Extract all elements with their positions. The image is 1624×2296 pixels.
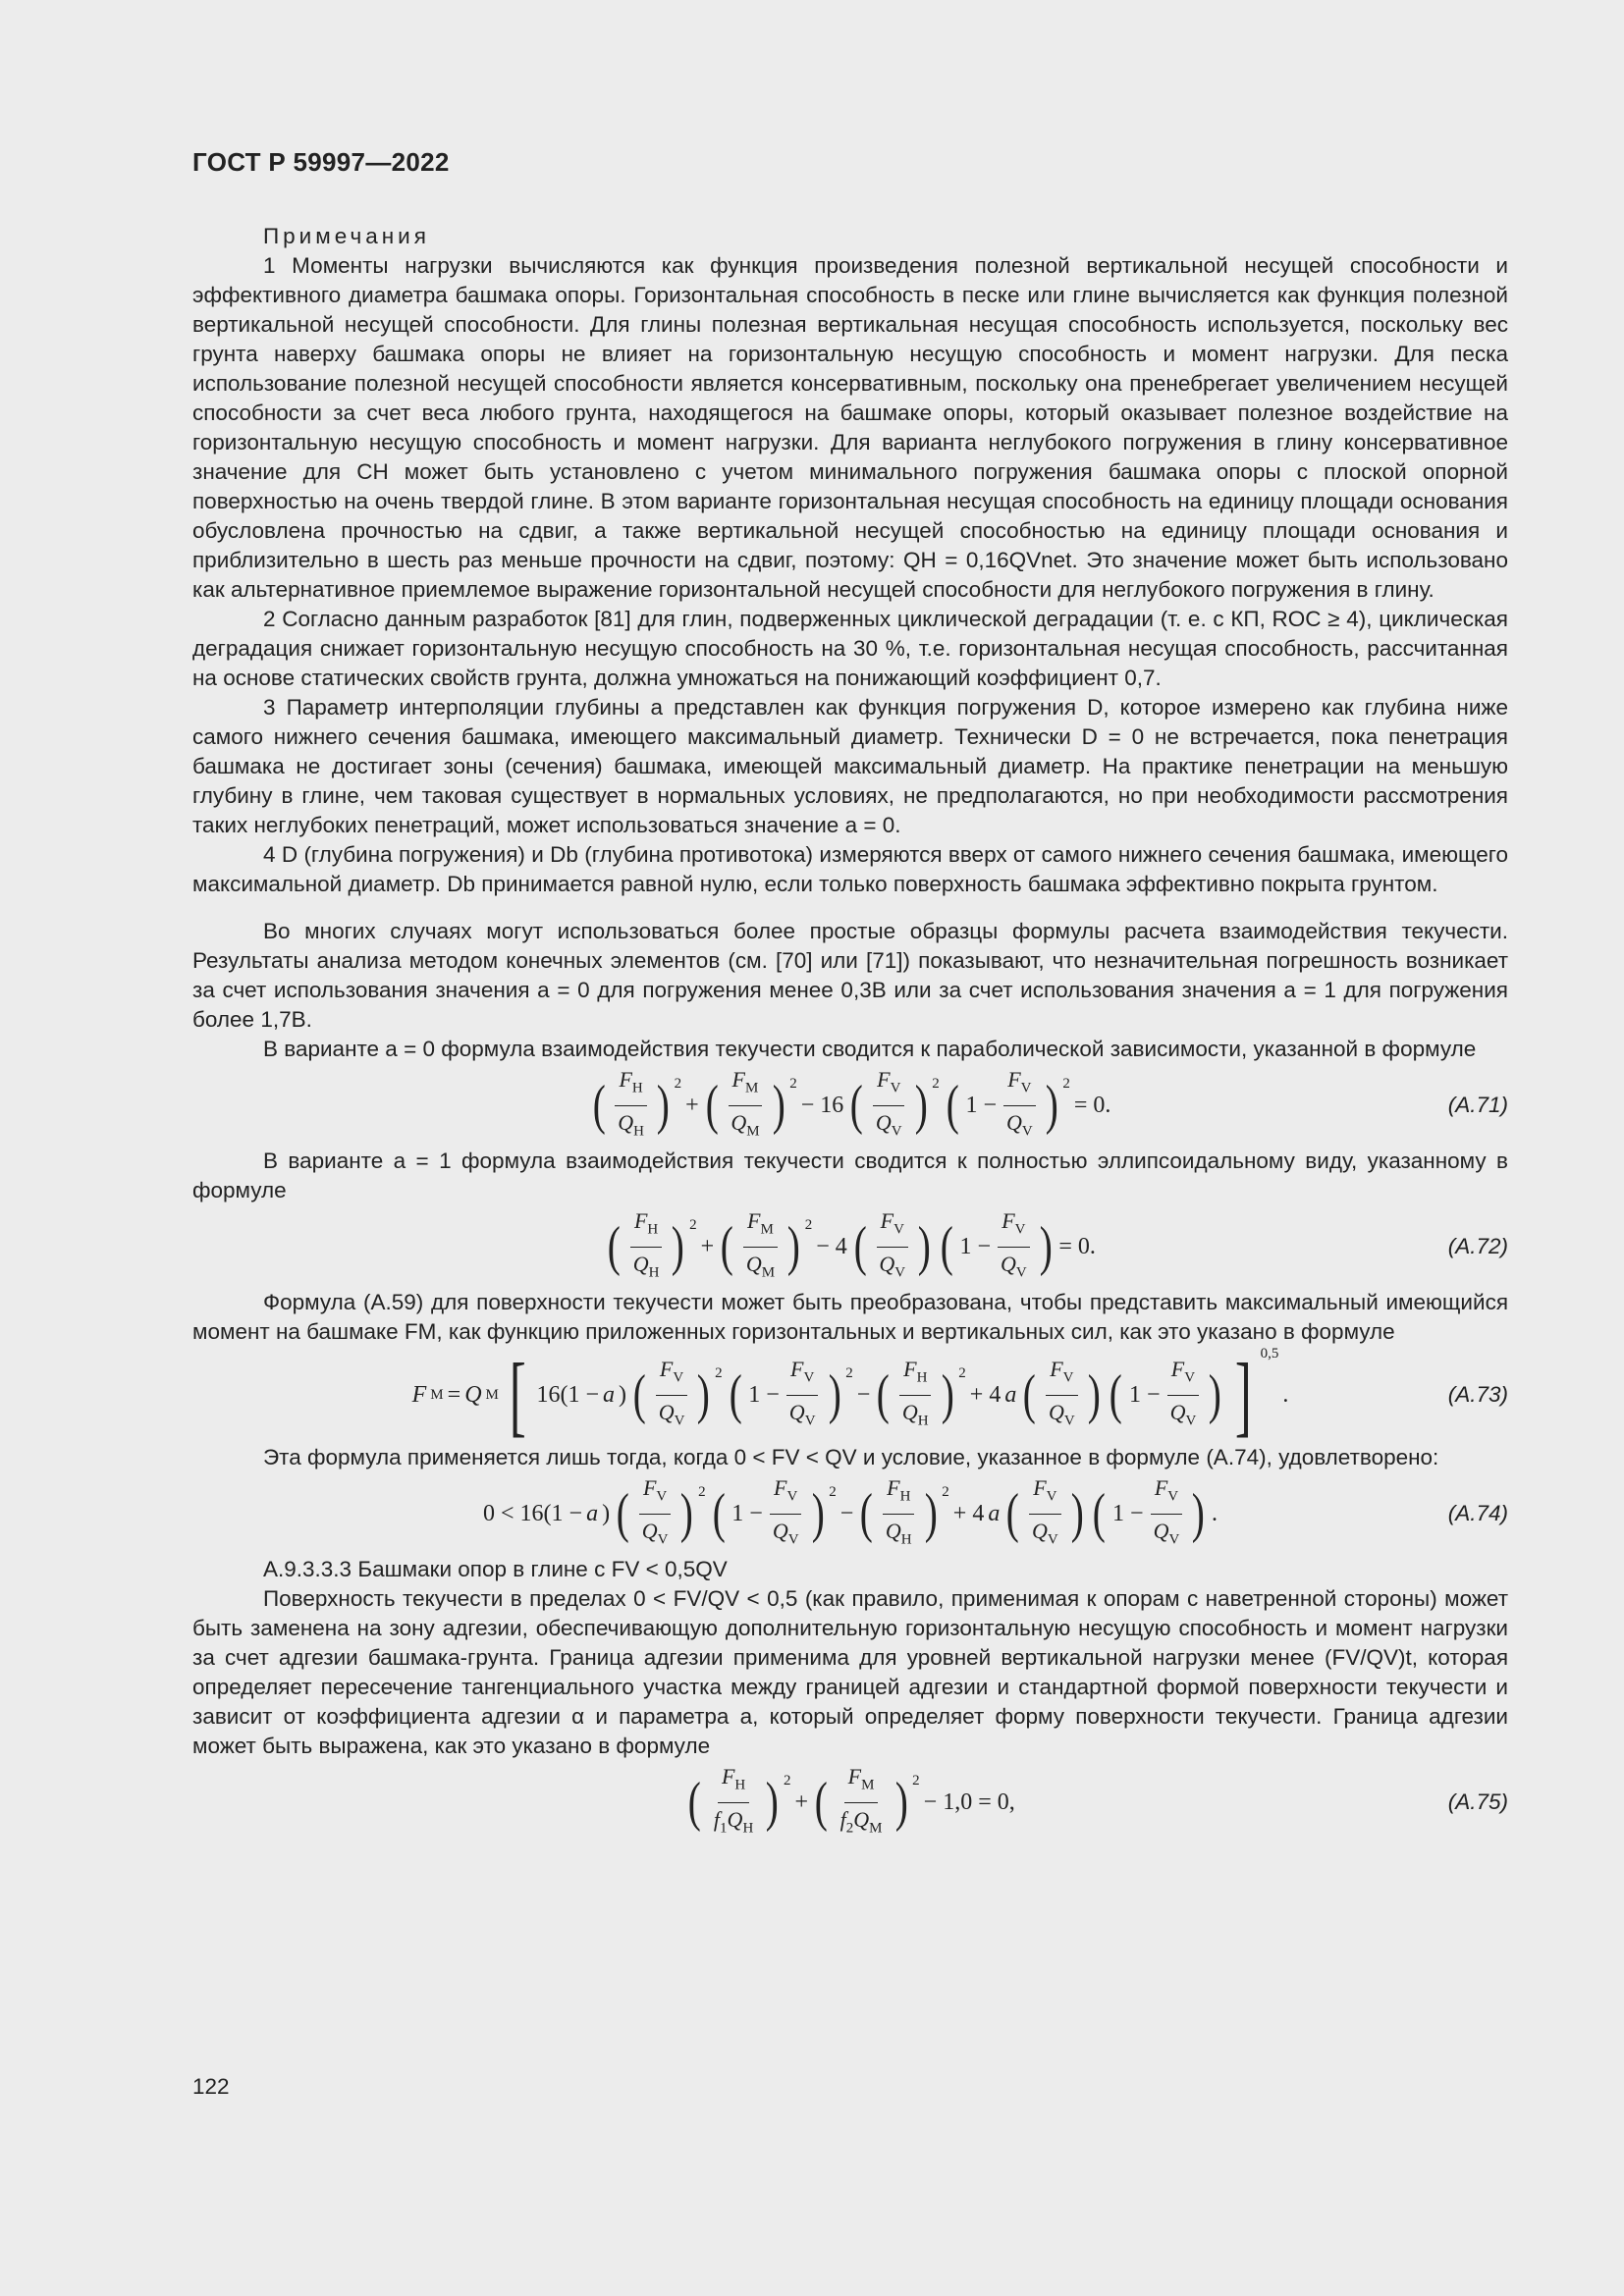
formula-a74: 0 < 16(1 − a ) ( $\frac{F_V}{Q_V}$ ) 2 ( 1 − $\frac{F_V}{Q_V}$ ) 2 − ( $\frac{F_H}{Q_H}$ ) 2 + 4 a ( $\frac{F_V}{Q_V}$ ) ( 1 − $\frac{F_V}{Q_V}$ ) . (A.74) [483, 1475, 1508, 1547]
document-code: ГОСТ Р 59997—2022 [192, 147, 450, 177]
formula-number-a72: (A.72) [1447, 1234, 1508, 1258]
note-1: 1 Моменты нагрузки вычисляются как функция произведения полезной вертикальной несущей способности и эффективного диаметра башмака опоры. Горизонтальная способность в песке или глине вычисляется как функция полезной вертикальной несущей способности. Для глины полезная вертикальная несущая способность используется, поскольку вес грунта наверху башмака опоры не влияет на горизонтальную несущую способность и момент нагрузки. Для песка использование полезной несущей способности является консервативным, поскольку она пренебрегает увеличением несущей способности за счет веса любого грунта, находящегося на башмаке опоры, который оказывает полезное воздействие на горизонтальную несущую способность и момент нагрузки. Для варианта неглубокого погружения в глину консервативное значение для CH может быть установлено с учетом минимального погружения башмака опоры с плоской опорной поверхностью на очень твердой глине. В этом варианте горизонтальная несущая способность на единицу площади основания обусловлена прочностью на сдвиг, а также вертикальной несущей способностью на единицу площади основания и приблизительно в шесть раз меньше прочности на сдвиг, поэтому: QH = 0,16QVnet. Это значение может быть использовано как альтернативное приемлемое выражение горизонтальной несущей способности для неглубокого погружения в глину. [192, 253, 1508, 602]
paragraph-moment: Формула (А.59) для поверхности текучести может быть преобразована, чтобы представить максимальный имеющийся момент на башмаке FM, как функцию приложенных горизонтальных и вертикальных сил, как это указано в формуле [192, 1290, 1508, 1344]
paragraph-simple-forms: Во многих случаях могут использоваться более простые образцы формулы расчета взаимодействия текучести. Результаты анализа методом конечных элементов (см. [70] или [71]) показывают, что незначительная погрешность возникает за счет использования значения a = 0 для погружения менее 0,3B или за счет использования значения a = 1 для погружения более 1,7B. [192, 919, 1508, 1032]
note-2: 2 Согласно данным разработок [81] для глин, подверженных циклической деградации (т. е. с КП, ROC ≥ 4), циклическая деградация снижает горизонтальную несущую способность на 30 %, т.е. горизонтальная несущая способность, рассчитанная на основе статических свойств грунта, должна умножаться на понижающий коэффициент 0,7. [192, 607, 1508, 690]
note-4: 4 D (глубина погружения) и Db (глубина противотока) измеряются вверх от самого нижнего сечения башмака, имеющего максимальной диаметр. Db принимается равной нулю, если только поверхность башмака эффективно покрыта грунтом. [192, 842, 1508, 896]
notes-title: Примечания [263, 224, 430, 248]
formula-number-a74: (A.74) [1447, 1501, 1508, 1525]
formula-number-a75: (A.75) [1447, 1789, 1508, 1814]
formula-number-a71: (A.71) [1447, 1093, 1508, 1117]
paragraph-a1: В варианте a = 1 формула взаимодействия текучести сводится к полностью эллипсоидальному виду, указанному в формуле [192, 1148, 1508, 1202]
note-3: 3 Параметр интерполяции глубины a представлен как функция погружения D, которое измерено как глубина ниже самого нижнего сечения башмака, имеющего максимальный диаметр. Технически D = 0 не встречается, пока пенетрация башмака не достигает зоны (сечения) башмака, имеющей максимальный диаметр. На практике пенетрации на меньшую глубину в глине, чем таковая существует в нормальных условиях, не предполагаются, но при необходимости рассмотрения таких неглубоких пенетраций, может использоваться значение a = 0. [192, 695, 1508, 837]
formula-a72: ( $\frac{F_H}{Q_H}$ ) 2 + ( $\frac{F_M}{Q_M}$ ) 2 − 4 ( $\frac{F_V}{Q_V}$ ) ( 1 − $\frac{F_V}{Q_V}$ ) = 0. (A.72) [607, 1208, 1508, 1280]
formula-a71: ( $\frac{F_H}{Q_H}$ ) 2 + ( $\frac{F_M}{Q_M}$ ) 2 − 16 ( $\frac{F_V}{Q_V}$ ) 2 ( 1 − $\frac{F_V}{Q_V}$ ) 2 = 0. (A.71) [592, 1067, 1508, 1139]
paragraph-a0: В варианте a = 0 формула взаимодействия текучести сводится к параболической зависимости, указанной в формуле [263, 1037, 1477, 1061]
formula-a73: F M = Q M [ 16(1 − a ) ( $\frac{F_V}{Q_V}$ ) 2 ( 1 − $\frac{F_V}{Q_V}$ ) 2 − ( $\frac{F_H}{Q_H}$ ) 2 + 4 a ( $\frac{F_V}{Q_V}$ ) ( 1 − $\frac{F_V}{Q_V}$ ) ] 0,5 . (A.73) [411, 1345, 1508, 1445]
page-body [192, 222, 1508, 1843]
page-number: 122 [192, 2074, 230, 2099]
paragraph-adhesion: Поверхность текучести в пределах 0 < FV/QV < 0,5 (как правило, применимая к опорам с наветренной стороны) может быть заменена на зону адгезии, обеспечивающую дополнительную горизонтальную несущую способность и момент нагрузки за счет адгезии башмака-грунта. Граница адгезии применима для уровней вертикальной нагрузки менее (FV/QV)t, которая определяет пересечение тангенциального участка между границей адгезии и стандартной формой поверхности текучести и зависит от коэффициента адгезии α и параметра a, который определяет форму поверхности текучести. Граница адгезии может быть выражена, как это указано в формуле [192, 1586, 1508, 1758]
formula-number-a73: (A.73) [1447, 1382, 1508, 1407]
formula-a75: ( $\frac{F_H}{f_1Q_H}$ ) 2 + ( $\frac{F_M}{f_2Q_M}$ ) 2 − 1,0 = 0, (A.75) [688, 1764, 1508, 1836]
paragraph-condition: Эта формула применяется лишь тогда, когда 0 < FV < QV и условие, указанное в формуле (А.74), удовлетворено: [263, 1445, 1439, 1469]
section-heading: А.9.3.3.3 Башмаки опор в глине с FV < 0,5QV [263, 1557, 728, 1581]
